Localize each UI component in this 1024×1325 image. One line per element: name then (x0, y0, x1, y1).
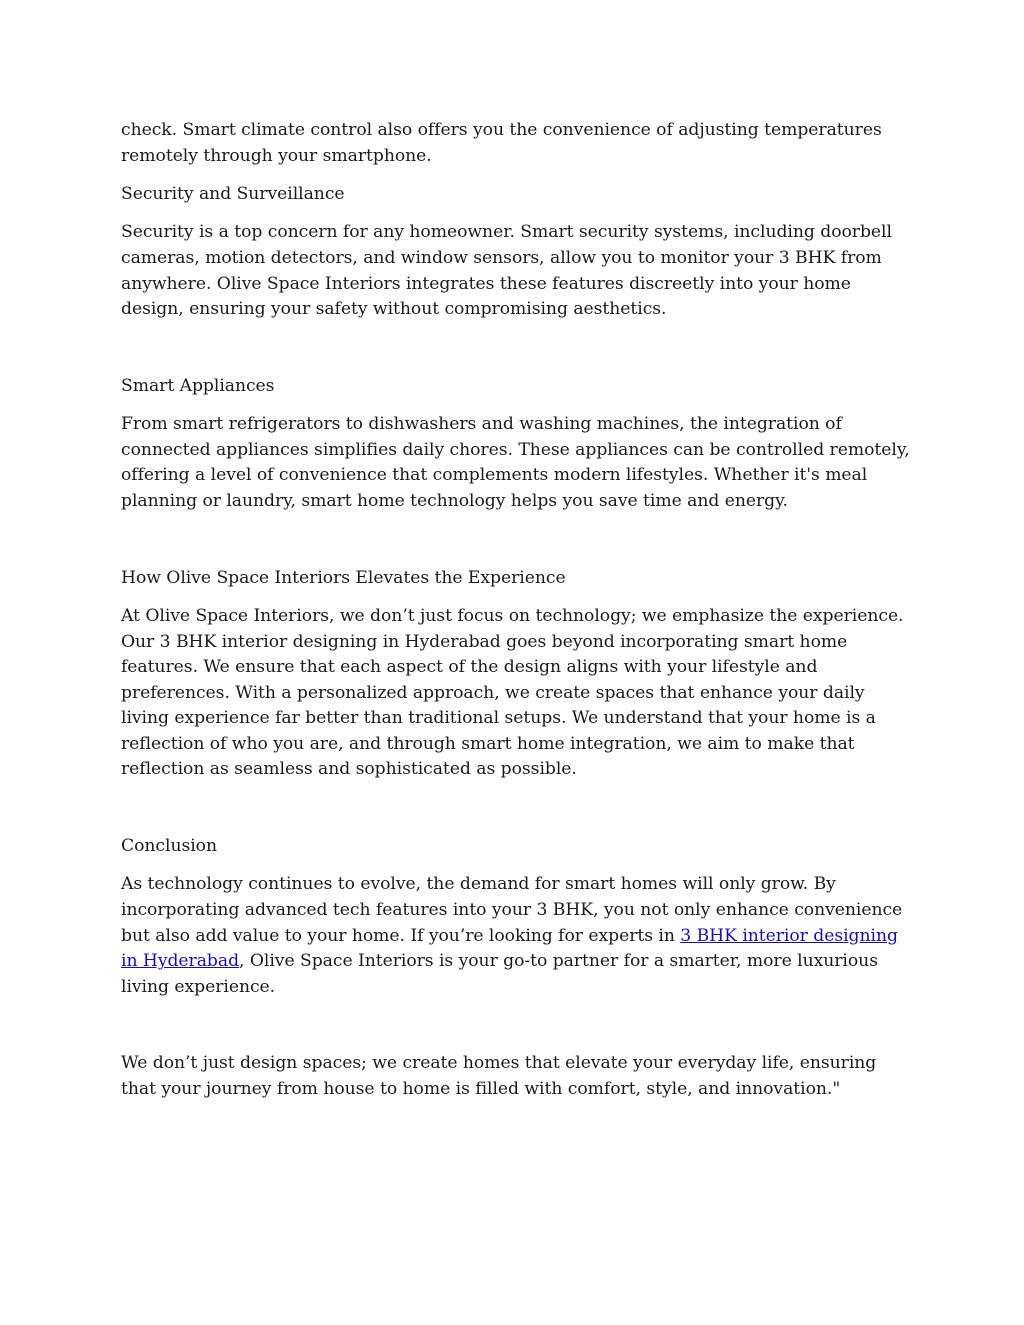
experience-paragraph: At Olive Space Interiors, we don’t just focus on technology; we emphasize the experience. Our 3 BHK interior designing in Hyderabad goes beyond incorporating smart home features. We ensure that each aspect of the design aligns with your lifestyle and preferences. With a personalized approach, we create spaces that enhance your daily living experience far better than traditional setups. We understand that your home is a reflection of who you are, and through smart home integration, we aim to make that reflection as seamless and sophisticated as possible. (121, 605, 904, 780)
conclusion-heading: Conclusion (121, 836, 217, 857)
smart-appliances-heading: Smart Appliances (121, 375, 275, 396)
conclusion-text-before-link: As technology continues to evolve, the demand for smart homes will only grow. By incorporating advanced tech features into your 3 BHK, you not only enhance convenience but also add value to your home. If you’re looking for experts in (121, 874, 903, 946)
intro-continuation-paragraph: check. Smart climate control also offers you the convenience of adjusting temperatures remotely through your smartphone. (121, 120, 882, 166)
security-heading: Security and Surveillance (121, 183, 345, 204)
experience-heading: How Olive Space Interiors Elevates the Experience (121, 567, 566, 588)
document-body (121, 118, 911, 1115)
smart-appliances-paragraph: From smart refrigerators to dishwashers and washing machines, the integration of connected appliances simplifies daily chores. These appliances can be controlled remotely, offering a level of convenience that complements modern lifestyles. Whether it's meal planning or laundry, smart home technology helps you save time and energy. (121, 414, 910, 511)
conclusion-paragraph (121, 872, 911, 1000)
interior-designing-link[interactable]: 3 BHK interior designing in Hyderabad (121, 925, 898, 972)
security-paragraph: Security is a top concern for any homeowner. Smart security systems, including doorbell cameras, motion detectors, and window sensors, allow you to monitor your 3 BHK from anywhere. Olive Space Interiors integrates these features discreetly into your home design, ensuring your safety without compromising aesthetics. (121, 222, 892, 320)
closing-paragraph: We don’t just design spaces; we create homes that elevate your everyday life, ensuring that your journey from house to home is filled with comfort, style, and innovation." (121, 1053, 877, 1100)
conclusion-text-after-link: , Olive Space Interiors is your go-to partner for a smarter, more luxurious living experience. (121, 951, 878, 997)
